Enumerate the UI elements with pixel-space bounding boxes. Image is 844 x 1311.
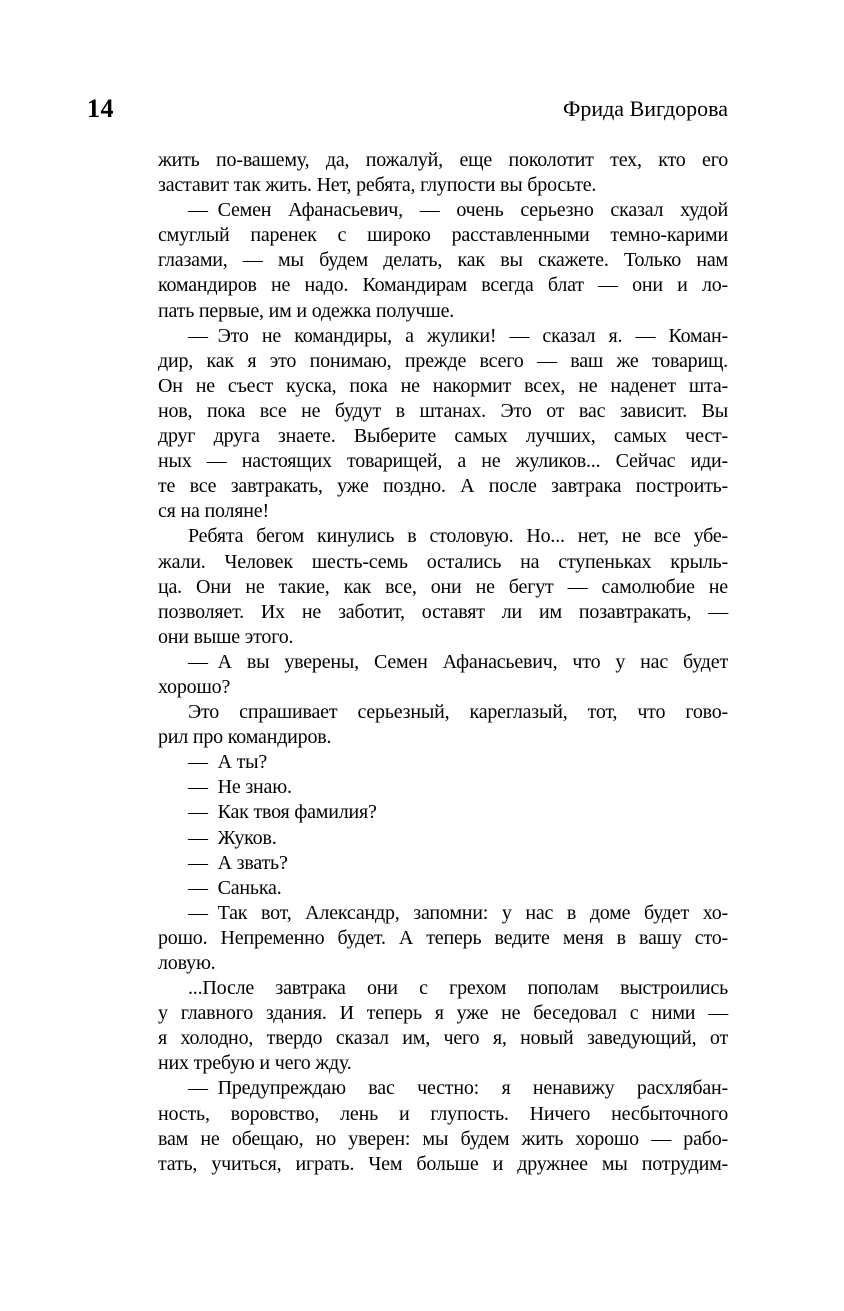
paragraph [158, 1076, 728, 1176]
paragraph [158, 198, 728, 323]
text-line: — Предупреждаю вас честно: я ненавижу расхлябан- [188, 1077, 728, 1100]
text-line: — Санька. [188, 876, 282, 899]
text-line: — Жуков. [188, 826, 277, 849]
text-line: заставит так жить. Нет, ребята, глупости вы бросьте. [158, 174, 597, 197]
paragraph [158, 750, 728, 775]
text-line: те все завтракать, уже поздно. А после завтрака построить- [158, 475, 728, 498]
text-line: хорошо? [158, 675, 231, 698]
text-line: — А ты? [188, 751, 268, 774]
paragraph [158, 876, 728, 901]
text-line: командиров не надо. Командирам всегда блат — они и ло- [158, 274, 728, 297]
text-line: — Не знаю. [188, 776, 292, 799]
paragraph [158, 148, 728, 198]
text-line: смуглый паренек с широко расставленными темно-карими [158, 224, 728, 247]
paragraph [158, 800, 728, 825]
paragraph [158, 851, 728, 876]
text-line: них требую и чего жду. [158, 1052, 352, 1075]
running-header: Фрида Вигдорова [562, 96, 728, 121]
text-line: Ребята бегом кинулись в столовую. Но... нет, не все убе- [188, 525, 728, 548]
text-line: тать, учиться, играть. Чем больше и дружнее мы потрудим- [158, 1152, 728, 1175]
text-line: у главного здания. И теперь я уже не беседовал с ними — [158, 1002, 728, 1025]
text-line: — Так вот, Александр, запомни: у нас в доме будет хо- [188, 901, 728, 924]
text-line: — Как твоя фамилия? [188, 801, 377, 824]
paragraph [158, 650, 728, 700]
text-line: Он не съест куска, пока не накормит всех, не наденет шта- [158, 374, 728, 397]
text-line: дир, как я это понимаю, прежде всего — ваш же товарищ. [158, 349, 728, 372]
text-line: рошо. Непременно будет. А теперь ведите меня в вашу сто- [158, 926, 728, 949]
text-line: — Это не командиры, а жулики! — сказал я. — Коман- [188, 324, 728, 347]
text-line: — А вы уверены, Семен Афанасьевич, что у нас будет [188, 650, 728, 673]
text-line: ца. Они не такие, как все, они не бегут — самолюбие не [158, 575, 728, 598]
text-line: они выше этого. [158, 625, 294, 648]
paragraph [158, 826, 728, 851]
text-line: позволяет. Их не заботит, оставят ли им позавтракать, — [158, 600, 728, 623]
text-line: глазами, — мы будем делать, как вы скажете. Только нам [158, 249, 728, 272]
body-text [158, 148, 728, 1177]
text-line: жить по-вашему, да, пожалуй, еще поколотит тех, кто его [158, 149, 728, 171]
text-line: пать первые, им и одежка получше. [158, 299, 455, 322]
text-line: жали. Человек шесть-семь остались на ступеньках крыль- [158, 550, 728, 573]
paragraph [158, 901, 728, 976]
text-line: ...После завтрака они с грехом пополам выстроились [188, 977, 728, 1000]
text-line: — А звать? [188, 851, 288, 874]
text-line: друг друга знаете. Выберите самых лучших, самых чест- [158, 425, 728, 448]
page-number: 14 [87, 94, 114, 123]
text-line: ных — настоящих товарищей, а не жуликов... Сейчас иди- [158, 450, 728, 473]
text-line: я холодно, твердо сказал им, чего я, новый заведующий, от [158, 1027, 728, 1050]
paragraph [158, 324, 728, 525]
text-line: рил про командиров. [158, 726, 332, 749]
text-line: Это спрашивает серьезный, кареглазый, тот, что гово- [188, 701, 728, 724]
text-line: вам не обещаю, но уверен: мы будем жить хорошо — рабо- [158, 1127, 728, 1150]
text-line: ся на поляне! [158, 500, 269, 523]
paragraph [158, 700, 728, 750]
text-line: нов, пока все не будут в штанах. Это от вас зависит. Вы [158, 399, 728, 422]
text-line: ловую. [158, 952, 216, 974]
paragraph [158, 524, 728, 649]
paragraph [158, 775, 728, 800]
paragraph [158, 976, 728, 1076]
text-line: — Семен Афанасьевич, — очень серьезно сказал худой [188, 199, 728, 222]
text-line: ность, воровство, лень и глупость. Ничего несбыточного [158, 1102, 728, 1125]
